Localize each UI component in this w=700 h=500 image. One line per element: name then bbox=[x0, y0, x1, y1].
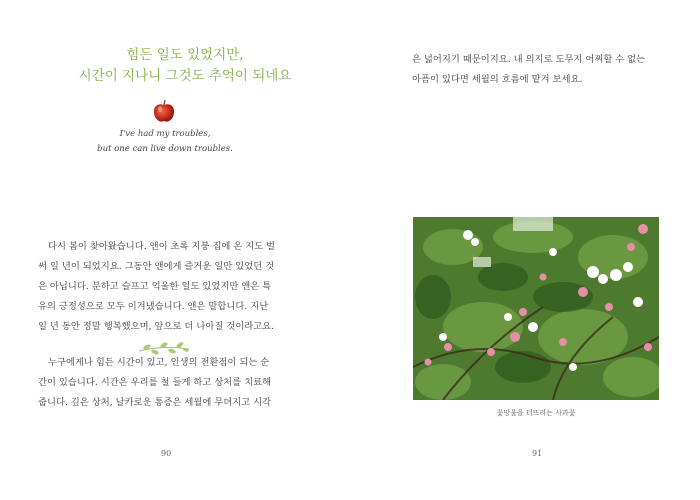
body-paragraph-2 bbox=[38, 353, 294, 413]
text-line: 아픔이 있다면 세월의 흐름에 맡겨 보세요. bbox=[412, 74, 583, 85]
photo-caption: 꽃망울을 터뜨리는 사과꽃 bbox=[496, 409, 576, 417]
page-number-left: 90 bbox=[161, 449, 172, 458]
heading-line-1: 힘든 일도 있었지만, bbox=[126, 47, 244, 63]
text-line: 써 일 년이 되었지요. 그동안 앤에게 즐거운 일만 있었던 것 bbox=[38, 261, 275, 272]
quote-line-2: but one can live down troubles. bbox=[97, 144, 233, 154]
text-line: 은 넓어지기 때문이지요. 내 의지로 도무지 어찌할 수 없는 bbox=[412, 54, 646, 65]
text-line: 줍니다. 깊은 상처, 날카로운 통증은 세월에 무뎌지고 시각 bbox=[38, 397, 272, 408]
quote-line-1: I've had my troubles, bbox=[119, 129, 211, 139]
apple-blossom-image bbox=[413, 217, 659, 400]
body-paragraph-right bbox=[412, 50, 672, 90]
chapter-heading bbox=[40, 45, 330, 87]
text-line: 간이 있습니다. 시간은 우리를 철 들게 하고 상처를 치료해 bbox=[38, 377, 272, 388]
page-number-right: 91 bbox=[532, 449, 543, 458]
english-quote bbox=[60, 127, 270, 157]
text-line: 누구에게나 힘든 시간이 있고, 인생의 전환점이 되는 순 bbox=[48, 357, 270, 368]
apple-blossom-photo bbox=[413, 217, 659, 400]
text-line: 은 아닙니다. 분하고 슬프고 억울한 일도 있었지만 앤은 특 bbox=[38, 281, 272, 292]
text-line: 다시 봄이 찾아왔습니다. 앤이 초록 지붕 집에 온 지도 벌 bbox=[48, 241, 276, 252]
body-paragraph-1 bbox=[38, 237, 294, 337]
heading-line-2: 시간이 지나니 그것도 추억이 되네요 bbox=[78, 68, 292, 84]
text-line: 유의 긍정성으로 모두 이겨냈습니다. 앤은 말합니다. 지난 bbox=[38, 301, 269, 312]
text-line: 일 년 동안 정말 행복했으며, 앞으로 더 나아질 것이라고요. bbox=[38, 321, 275, 332]
apple-icon bbox=[152, 98, 176, 124]
